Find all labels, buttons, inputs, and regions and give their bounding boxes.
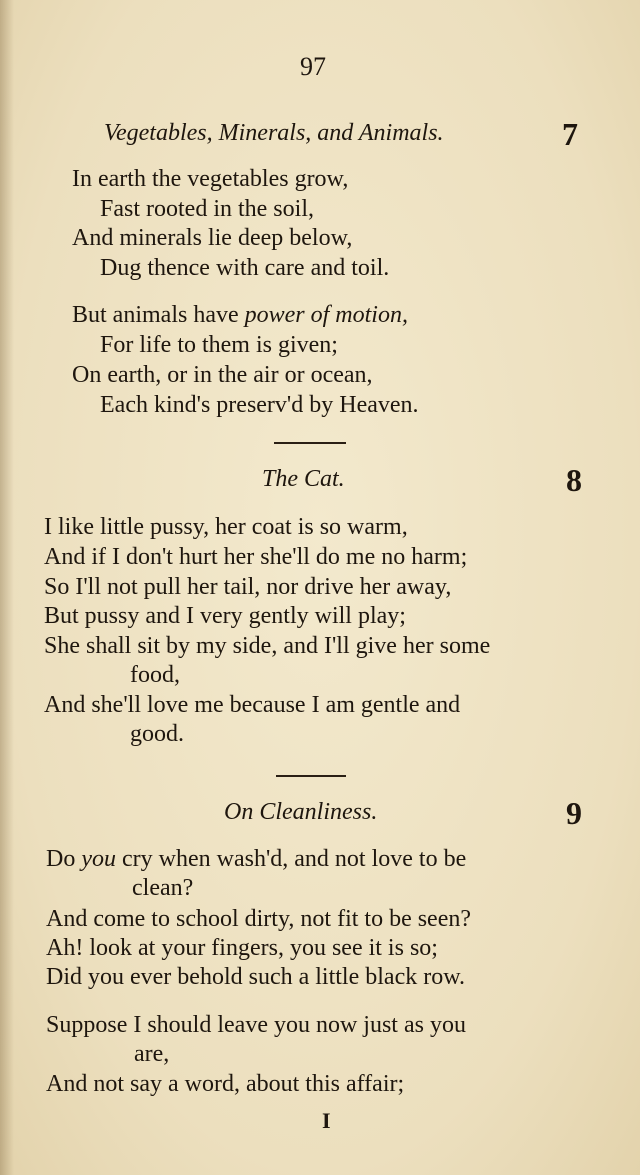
poem-line-continuation: good. xyxy=(130,721,184,747)
section-number-9: 9 xyxy=(566,795,582,831)
poem-line: Did you ever behold such a little black row. xyxy=(46,964,465,990)
section-divider xyxy=(276,775,346,777)
section-number-7: 7 xyxy=(562,116,578,152)
poem-line: And she'll love me because I am gentle and xyxy=(44,692,461,718)
italic-word: you xyxy=(81,846,116,872)
poem-line: On earth, or in the air or ocean, xyxy=(72,362,373,388)
italic-phrase: power of motion, xyxy=(244,302,408,328)
section-title-cat: The Cat. xyxy=(262,466,345,492)
poem-line: Dug thence with care and toil. xyxy=(100,255,390,281)
poem-line: So I'll not pull her tail, nor drive her away, xyxy=(44,574,452,600)
poem-line: Fast rooted in the soil, xyxy=(100,196,314,222)
section-title-cleanliness: On Cleanliness. xyxy=(224,799,378,825)
signature-mark: I xyxy=(322,1108,331,1133)
poem-line: She shall sit by my side, and I'll give her some xyxy=(44,633,491,659)
poem-line: For life to them is given; xyxy=(100,332,338,358)
poem-line-rest: cry when wash'd, and not love to be xyxy=(116,846,467,872)
poem-line: Suppose I should leave you now just as you xyxy=(46,1012,466,1038)
page-number: 97 xyxy=(300,52,326,81)
section-divider xyxy=(274,442,346,444)
poem-line: And come to school dirty, not fit to be seen? xyxy=(46,906,472,932)
poem-line-continuation: clean? xyxy=(132,875,194,901)
poem-line-continuation: are, xyxy=(134,1041,170,1067)
poem-line-continuation: food, xyxy=(130,662,180,688)
page-edge-shadow xyxy=(0,0,14,1175)
poem-line xyxy=(46,846,466,873)
poem-line-start: Do xyxy=(46,846,82,872)
poem-line: I like little pussy, her coat is so warm, xyxy=(44,514,408,540)
poem-line: Ah! look at your fingers, you see it is so; xyxy=(46,935,438,961)
section-title-vegetables: Vegetables, Minerals, and Animals. xyxy=(104,120,444,146)
poem-line: And minerals lie deep below, xyxy=(72,225,353,251)
poem-line: And if I don't hurt her she'll do me no harm; xyxy=(44,544,468,570)
section-number-8: 8 xyxy=(566,462,582,498)
poem-line: But pussy and I very gently will play; xyxy=(44,603,406,629)
poem-line: Each kind's preserv'd by Heaven. xyxy=(100,392,419,418)
poem-line: And not say a word, about this affair; xyxy=(46,1071,405,1097)
poem-line xyxy=(72,302,408,329)
poem-line-start: But animals have xyxy=(72,302,245,328)
poem-line: In earth the vegetables grow, xyxy=(72,166,349,192)
